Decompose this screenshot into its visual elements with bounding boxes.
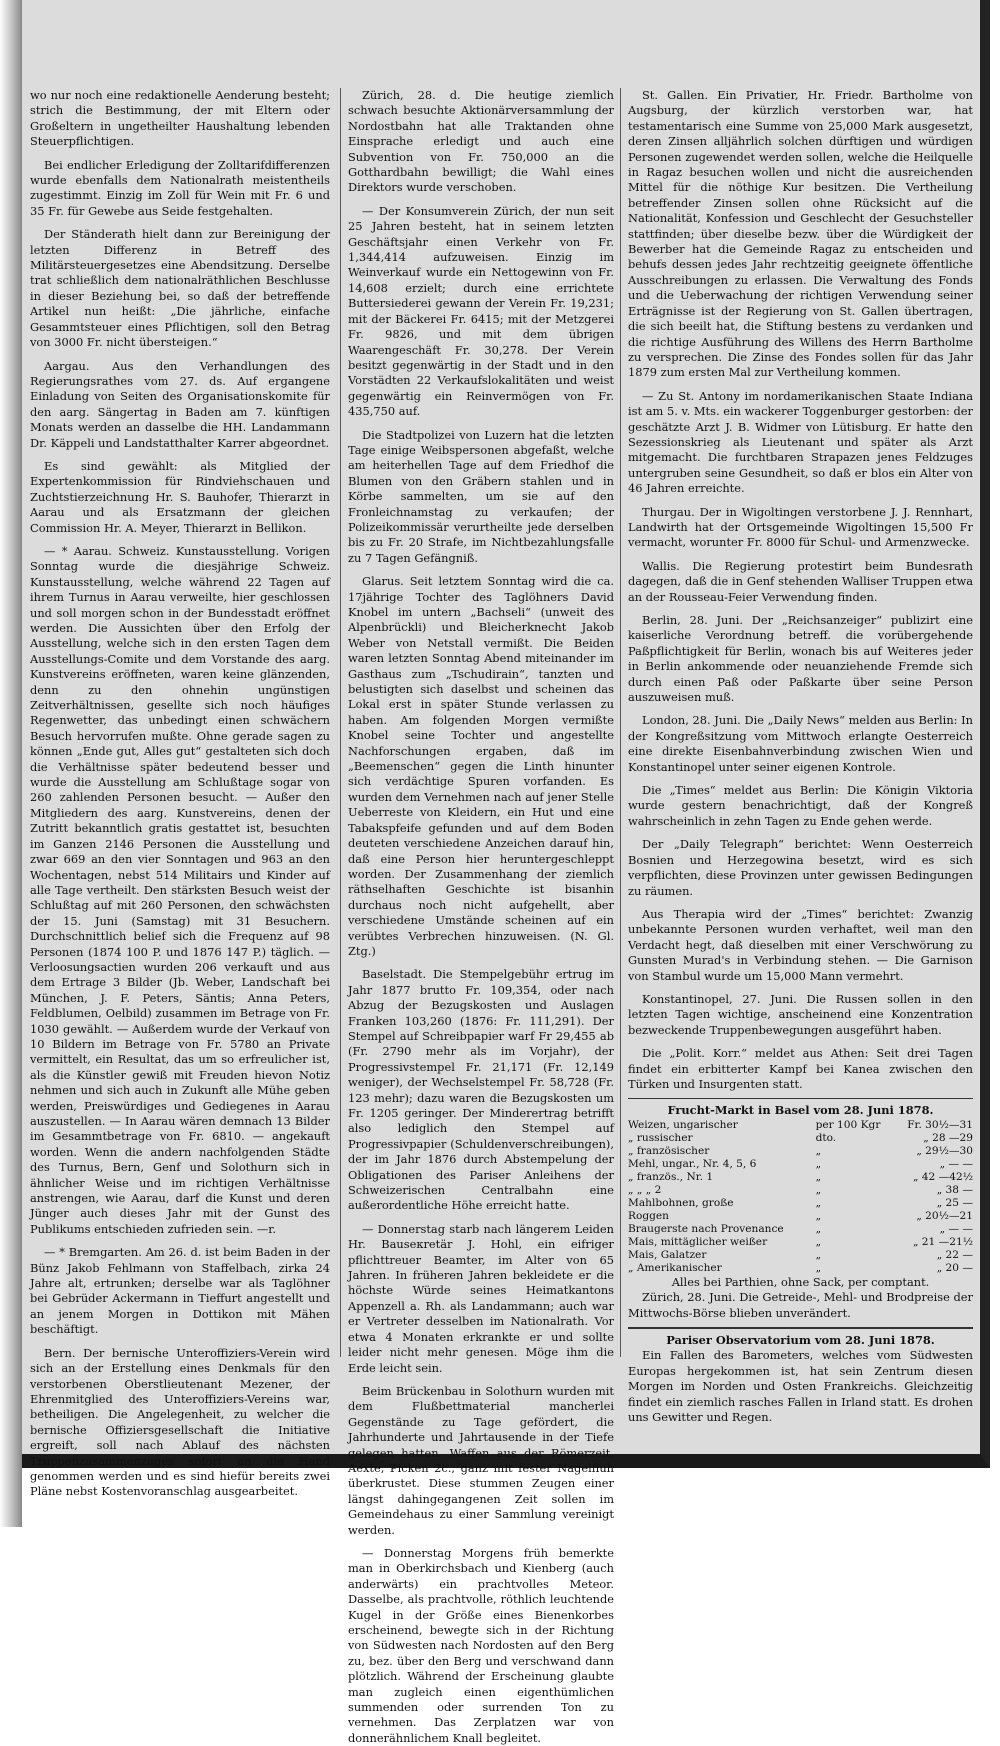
market-item: Roggen	[628, 1209, 670, 1222]
article-paragraph: Konstantinopel, 27. Juni. Die Russen sollen in den letzten Tagen wichtige, anscheinend eine Konzentration bezweckende Truppenbewegungen ausgeführt haben.	[628, 991, 973, 1037]
market-price: „ 20 —	[936, 1261, 973, 1274]
market-price: „ 29½—30	[916, 1144, 973, 1157]
paragraph-gap	[348, 1376, 614, 1384]
article-paragraph: Aargau. Aus den Verhandlungen des Regierungsrathes vom 27. ds. Auf ergangene Einladung von Seiten des Organisationskomite für den aarg. Sängertag in Baden am 7. künftigen Monats werden an dasselbe die HH. Landammann Dr. Käppeli und Landstatthalter Karrer abgeordnet.	[30, 358, 330, 450]
article-paragraph: London, 28. Juni. Die „Daily News“ melden aus Berlin: In der Kongreßsitzung vom Mittwoch erlangte Oesterreich eine direkte Eisenbahnverbindung zwischen Wien und Konstantinopel unter seiner eigenen Kontrole.	[628, 713, 973, 774]
market-row	[628, 1249, 973, 1262]
paragraph-gap	[348, 959, 614, 967]
market-price-table	[628, 1119, 973, 1275]
market-unit: „	[815, 1261, 822, 1274]
article-paragraph: Der Ständerath hielt dann zur Bereinigung der letzten Differenz in Betreff des Militärsteuergesetzes eine Abendsitzung. Derselbe trat schließlich dem nationalräthlichen Beschlusse in dieser Beziehung bei, so daß der betreffende Artikel nun heißt: „Die jährliche, einfache Gesammtsteuer eines Pflichtigen, soll den Betrag von 3000 Fr. nicht übersteigen.“	[30, 227, 330, 350]
market-row	[628, 1145, 973, 1158]
article-paragraph: Bern. Der bernische Unteroffiziers-Verein wird sich an der Erstellung eines Denkmals für den verstorbenen Oberstlieutenant Mezener, der Ehrenmitglied des Unteroffiziers-Vereins war, betheiligen. Die Angelegenheit, zu welcher die bernische Offiziersgesellschaft die Initiative ergreift, soll nach Ablauf des nächsten Truppenzusammenzuges sofort an die Hand genommen werden und es sind hiefür bereits zwei Pläne nebst Kostenvoranschlag ausgearbeitet.	[30, 1345, 330, 1499]
article-paragraph: St. Gallen. Ein Privatier, Hr. Friedr. Bartholme von Augsburg, der kürzlich verstorben war, hat testamentarisch eine Summe von 25,000 Mark ausgesetzt, deren Zinsen alljährlich solchen dürftigen und würdigen Personen zugewendet werden sollen, welche die Heilquelle in Ragaz besuchen wollen und nicht die ausreichenden Mittel für die nöthige Kur besitzen. Die Vertheilung betreffender Zinsen sollen ohne Rücksicht auf die Nationalität, Konfession und Geschlecht der Gesuchsteller stattfinden; über dieselbe bezw. über die Würdigkeit der Bewerber hat die Gemeinde Ragaz zu entscheiden und behufs dessen jedes Jahr rechtzeitig geeignete öffentliche Ausschreibungen zu erlassen. Die Verwaltung des Fonds und die Ueberwachung der richtigen Verwendung seiner Erträgnisse ist der Regierung von St. Gallen übertragen, die sich beeilt hat, die Stiftung bestens zu verdanken und die richtige Ausführung des Willens des Herrn Bartholme zu versprechen. Die Zinse des Fondes sollen für das Jahr 1879 zum ersten Mal zur Vertheilung kommen.	[628, 88, 973, 380]
market-price: „ 21 —21½	[912, 1235, 973, 1248]
article-paragraph: Berlin, 28. Juni. Der „Reichsanzeiger“ publizirt eine kaiserliche Verordnung betreff. die vorübergehende Paßpflichtigkeit für Berlin, wonach bis auf Weiteres jeder in Berlin ankommende oder neuanziehende Fremde sich durch einen Paß oder Paßkarte über seine Person auszuweisen muß.	[628, 613, 973, 705]
article-paragraph: — Der Konsumverein Zürich, der nun seit 25 Jahren besteht, hat in seinem letzten Geschäftsjahr einen Verkehr von Fr. 1,344,414 aufzuweisen. Einzig im Weinverkauf wurde ein Nettogewinn von Fr. 14,608 erzielt; durch eine errichtete Buttersiederei gewann der Verein Fr. 19,231; mit der Bäckerei Fr. 6415; mit der Metzgerei Fr. 9826, und mit dem übrigen Waarengeschäft Fr. 30,278. Der Verein besitzt gegenwärtig in der Stadt und in den Vorstädten 22 Verkaufslokalitäten und weist gegenwärtig ein Reinvermögen von Fr. 435,750 auf.	[348, 203, 614, 419]
divider	[628, 1327, 973, 1329]
article-paragraph: Baselstadt. Die Stempelgebühr ertrug im Jahr 1877 brutto Fr. 109,354, oder nach Abzug der Bezugskosten und Auslagen Franken 103,260 (1876: Fr. 111,291). Der Stempel auf Schreibpapier warf Fr 29,455 ab (Fr. 2790 mehr als im Vorjahr), der Progressivstempel Fr. 21,171 (Fr. 12,149 weniger), der Wechselstempel Fr. 58,728 (Fr. 123 mehr); dazu waren die Bezugskosten um Fr. 1205 geringer. Der Minderertrag betrifft also lediglich den Stempel auf Progressivpapier (Schuldenverschreibungen), der im Jahr 1876 durch Abstempelung der Obligationen des Pariser Anleihens der Schweizerischen Centralbahn eine außerordentliche Höhe erreicht hatte.	[348, 967, 614, 1213]
market-row	[628, 1119, 973, 1132]
paragraph-gap	[30, 150, 330, 158]
article-paragraph: — * Aarau. Schweiz. Kunstausstellung. Vorigen Sonntag wurde die diesjährige Schweiz. Kunstausstellung, welche während 22 Tagen auf ihrem Turnus in Aarau verweilte, hier geschlossen und soll morgen schon in der Bundesstadt eröffnet werden. Die Aussichten über den Erfolg der Ausstellung, welche sich in den ersten Tagen dem Ausstellungs-Comite und dem Vorstande des aarg. Kunstvereins eröffneten, waren keine glänzenden, denn zu den ohnehin ungünstigen Zeitverhältnissen, gesellte sich noch häufiges Regenwetter, das unbedingt einen schwächern Besuch hervorrufen mußte. Ohne gerade sagen zu können „Ende gut, Alles gut“ gestalteten sich doch die Verhältnisse später bedeutend besser und wurde die Ausstellung am Schlußtage sogar von 260 zahlenden Personen besucht. — Außer den Mitgliedern des aarg. Kunstvereins, denen der Zutritt bekanntlich gratis gestattet ist, besuchten im Ganzen 2146 Personen die Ausstellung und zwar 669 an den vier Sonntagen und 963 an den Wochentagen, nebst 514 Militairs und Kinder auf alle Tage vertheilt. Den stärksten Besuch weist der Schlußtag auf mit 260 Personen, den schwächsten der 15. Juni (Samstag) mit 31 Besuchern. Durchschnittlich belief sich die Frequenz auf 98 Personen (1874 100 P. und 1876 147 P.) täglich. — Verloosungsactien wurden 206 verkauft und aus dem Ertrage 3 Bilder (Jb. Weber, Landschaft bei München, J. F. Peters, Säntis; Anna Peters, Feldblumen, Oelbild) zusammen im Betrage von Fr. 1030 gewählt. — Außerdem wurde der Verkauf von 10 Bildern im Betrage von Fr. 5780 an Private vermittelt, ein Resultat, das um so erfreulicher ist, als die Künstler gewiß mit Freuden hievon Notiz nehmen und sich auch in Zukunft alle Mühe geben werden, Preiswürdiges und Gediegenes in Aarau auszustellen. — In Aarau wären demnach 13 Bilder im Gesammtbetrage von Fr. 6810. — angekauft worden. Wenn die andern nachfolgenden Städte des Turnus, Bern, Genf und Solothurn sich in ähnlicher Weise und im richtigen Verhältnisse anstrengen, wie Aarau, darf die Kunst und deren Jünger auch dieses Jahr mit der Gunst des Publikums entschieden zufrieden sein. —r.	[30, 543, 330, 1236]
market-unit: „	[815, 1157, 822, 1170]
paragraph-gap	[628, 899, 973, 907]
article-paragraph: Beim Brückenbau in Solothurn wurden mit dem Flußbettmaterial mancherlei Gegenstände zu Tage gefördert, die Jahrhunderte und Jahrtausende in der Tiefe gelegen hatten. Waffen aus der Römerzeit, Aexte, Picken 2c., ganz mit fester Nagelfluh überkrustet. Diese stummen Zeugen einer längst dahingegangenen Zeit sollen im Gemeindehaus zu einer Sammlung vereinigt werden.	[348, 1383, 614, 1537]
article-paragraph: — * Bremgarten. Am 26. d. ist beim Baden in der Bünz Jakob Fehlmann von Staffelbach, zirka 24 Jahre alt, ertrunken; derselbe war als Taglöhner bei Gebrüder Ackermann in Tieffurt angestellt und an jenem Morgen in Dottikon mit Mähen beschäftigt.	[30, 1245, 330, 1337]
market-row	[628, 1158, 973, 1171]
market-unit: dto.	[815, 1131, 837, 1144]
market-item: „ russischer	[628, 1131, 693, 1144]
market-item: „ Amerikanischer	[628, 1261, 722, 1274]
market-row	[628, 1210, 973, 1223]
market-unit: „	[815, 1170, 822, 1183]
market-price: „ 20½—21	[916, 1209, 973, 1222]
article-paragraph: Aus Therapia wird der „Times“ berichtet: Zwanzig unbekannte Personen wurden verhaftet, weil man den Verdacht hegt, daß dieselben mit einer Verschwörung zu Gunsten Murad's in Verbindung stehen. — Die Garnison von Stambul wurde um 15,000 Mann vermehrt.	[628, 906, 973, 983]
market-price: Fr. 30½—31	[907, 1118, 973, 1131]
market-unit: „	[815, 1235, 822, 1248]
column-3	[628, 88, 973, 1425]
article-paragraph: Bei endlicher Erledigung der Zolltarifdifferenzen wurde ebenfalls dem Nationalrath meistentheils zugestimmt. Einzig im Zoll für Wein mit Fr. 6 und 35 Fr. für Gewebe aus Seide festgehalten.	[30, 157, 330, 218]
article-paragraph: Wallis. Die Regierung protestirt beim Bundesrath dagegen, daß die in Genf stehenden Walliser Truppen etwa an der Rousseau-Feier Verwendung finden.	[628, 558, 973, 604]
market-row	[628, 1184, 973, 1197]
article-paragraph: Glarus. Seit letztem Sonntag wird die ca. 17jährige Tochter des Taglöhners David Knobel im untern „Bachseli“ (unweit des Alpenbrückli) und Bleicherknecht Jakob Weber von Netstall vermißt. Die Beiden waren letzten Sonntag Abend miteinander im Gasthaus zum „Tschudirain“, tanzten und belustigten sich daselbst und scheinen das Lokal erst in später Stunde verlassen zu haben. Am folgenden Morgen vermißte Knobel seine Tochter und angestellte Nachforschungen ergaben, daß im „Beemenschen“ gegen die Linth hinunter sich verdächtige Spuren vorfanden. Es wurden dem Vernehmen nach auf jener Stelle Ueberreste von Kleidern, ein Hut und eine Tabakspfeife gefunden und auf dem Boden deuteten verschiedene Anzeichen darauf hin, daß eine Person hier heruntergeschleppt worden. Der Zusammenhang der ziemlich räthselhaften Geschichte ist bisanhin durchaus noch nicht aufgehellt, aber verschiedene Umstände scheinen auf ein verübtes Verbrechen hinzuweisen. (N. Gl. Ztg.)	[348, 574, 614, 958]
market-row	[628, 1223, 973, 1236]
market-price: „ — —	[939, 1157, 973, 1170]
paragraph-gap	[628, 1038, 973, 1046]
market-item: Mehl, ungar., Nr. 4, 5, 6	[628, 1157, 757, 1170]
article-paragraph: — Donnerstag Morgens früh bemerkte man in Oberkirchsbach und Kienberg (auch anderwärts) ein prachtvolles Meteor. Dasselbe, als prachtvolle, röthlich leuchtende Kugel in der Größe eines Bienenkorbes erscheinend, bewegte sich in der Richtung von Südwesten nach Nordosten auf den Berg zu, bez. über den Berg und verschwand dann plötzlich. Während der Erscheinung glaubte man zugleich einen eigenthümlichen summenden oder surrenden Ton zu vernehmen. Das Zerplatzen war von donnerähnlichem Knall begleitet.	[348, 1545, 614, 1745]
market-unit: per 100 Kgr	[815, 1118, 881, 1131]
paragraph-gap	[628, 381, 973, 389]
article-paragraph: — Donnerstag starb nach längerem Leiden Hr. Bauseкretär J. Hohl, ein eifriger pflichttreuer Beamter, im Alter von 65 Jahren. In früheren Jahren bekleidete er die höchste Würde seines Heimatkantons Appenzell a. Rh. als Landammann; auch war er Vertreter desselben im Nationalrath. Vor etwa 4 Monaten erkrankte er und sollte leider nicht mehr genesen. Möge ihm die Erde leicht sein.	[348, 1221, 614, 1375]
paragraph-gap	[628, 829, 973, 837]
market-price: „ 22 —	[936, 1248, 973, 1261]
article-paragraph: Es sind gewählt: als Mitglied der Expertenkommission für Rindviehschauen und Zuchtstierzeichnung Hr. S. Bauhofer, Thierarzt in Aarau und als Ersatzmann der gleichen Commission Hr. A. Meyer, Thierarzt in Bellikon.	[30, 458, 330, 535]
market-item: Mahlbohnen, große	[628, 1196, 734, 1209]
market-item: Braugerste nach Provenance	[628, 1222, 784, 1235]
paragraph-gap	[628, 705, 973, 713]
paragraph-gap	[30, 219, 330, 227]
market-unit: „	[815, 1196, 822, 1209]
paragraph-gap	[30, 451, 330, 459]
market-item: Mais, Galatzer	[628, 1248, 707, 1261]
market-price: „ 38 —	[936, 1183, 973, 1196]
market-row	[628, 1197, 973, 1210]
column-2	[348, 88, 614, 1746]
paragraph-gap	[348, 420, 614, 428]
market-unit: „	[815, 1144, 822, 1157]
observatory-title: Pariser Observatorium vom 28. Juni 1878.	[666, 1333, 935, 1347]
market-row	[628, 1236, 973, 1249]
market-item: Mais, mittäglicher weißer	[628, 1235, 768, 1248]
paragraph-gap	[628, 551, 973, 559]
paragraph-gap	[628, 605, 973, 613]
paragraph-gap	[348, 1214, 614, 1222]
column-1	[30, 88, 330, 1500]
paragraph-gap	[628, 984, 973, 992]
market-price: „ 25 —	[936, 1196, 973, 1209]
market-price: „ 28 —29	[923, 1131, 973, 1144]
zurich-market-note: Zürich, 28. Juni. Die Getreide-, Mehl- und Brodpreise der Mittwochs-Börse blieben unverändert.	[628, 1290, 973, 1320]
market-note: Alles bei Parthien, ohne Sack, per comptant.	[671, 1274, 930, 1289]
paragraph-gap	[30, 1237, 330, 1245]
paragraph-gap	[30, 536, 330, 544]
market-item: „ französ., Nr. 1	[628, 1170, 714, 1183]
market-item: „ „ „ 2	[628, 1183, 662, 1196]
paragraph-gap	[628, 775, 973, 783]
market-title: Frucht-Markt in Basel vom 28. Juni 1878.	[667, 1103, 934, 1118]
market-unit: „	[815, 1248, 822, 1261]
market-item: Weizen, ungarischer	[628, 1118, 738, 1131]
paragraph-gap	[30, 351, 330, 359]
article-paragraph: Die Stadtpolizei von Luzern hat die letzten Tage einige Weibspersonen abgefaßt, welche am heiterhellen Tage auf dem Friedhof die Blumen von den Gräbern stahlen und in Körbe sammelten, um sie auf den Fronleichnamstag zu verkaufen; der Polizeikommissär verurtheilte jede derselben bis zu Fr. 20 Strafe, im Nichtbezahlungsfalle zu 7 Tagen Gefängniß.	[348, 427, 614, 565]
column-divider	[620, 88, 621, 1357]
market-item: „ französischer	[628, 1144, 710, 1157]
market-unit: „	[815, 1183, 822, 1196]
market-unit: „	[815, 1209, 822, 1222]
paragraph-gap	[628, 497, 973, 505]
market-row	[628, 1171, 973, 1184]
article-paragraph: Der „Daily Telegraph“ berichtet: Wenn Oesterreich Bosnien und Herzegowina besetzt, wird es sich verpflichten, diese Provinzen unter gewissen Bedingungen zu räumen.	[628, 837, 973, 898]
paragraph-gap	[30, 1338, 330, 1346]
market-row	[628, 1132, 973, 1145]
article-paragraph: Zürich, 28. d. Die heutige ziemlich schwach besuchte Aktionärversammlung der Nordostbahn hat alle Traktanden ohne Einsprache erledigt und auch eine Subvention von Fr. 750,000 an die Gotthardbahn bewilligt; die Wahl eines Direktors wurde verschoben.	[348, 88, 614, 195]
paragraph-gap	[348, 196, 614, 204]
observatory-text: Ein Fallen des Barometers, welches vom Südwesten Europas hergekommen ist, hat sein Zentrum diesen Morgen im Norden und Osten Frankreichs. Gleichzeitig findet ein ziemlich rasches Fallen in Irland statt. Es drohen uns Gewitter und Regen.	[628, 1348, 973, 1425]
paragraph-gap	[348, 1538, 614, 1546]
article-paragraph: Die „Polit. Korr.“ meldet aus Athen: Seit drei Tagen findet ein erbitterter Kampf bei Kanea zwischen den Türken und Insurgenten statt.	[628, 1046, 973, 1091]
article-paragraph: Thurgau. Der in Wigoltingen verstorbene J. J. Rennhart, Landwirth hat der Ortsgemeinde Wigoltingen 15,500 Fr vermacht, worunter Fr. 8000 für Schul- und Armenzwecke.	[628, 504, 973, 550]
article-paragraph: — Zu St. Antony im nordamerikanischen Staate Indiana ist am 5. v. Mts. ein wackerer Toggenburger gestorben: der geschätzte Arzt J. B. Widmer von Lütisburg. Er hatte den Sezessionskrieg als Lieutenant und später als Arzt mitgemacht. Die furchtbaren Strapazen jenes Feldzuges untergruben seine Gesundheit, so daß er blos ein Alter von 46 Jahren erreichte.	[628, 388, 973, 496]
article-paragraph: wo nur noch eine redaktionelle Aenderung besteht; strich die Bestimmung, der mit Eltern oder Großeltern in ungetheilter Haushaltung lebenden Steuerpflichtigen.	[30, 88, 330, 149]
market-unit: „	[815, 1222, 822, 1235]
paragraph-gap	[348, 566, 614, 574]
article-paragraph: Die „Times“ meldet aus Berlin: Die Königin Viktoria wurde gestern benachrichtigt, daß der Kongreß wahrscheinlich in zehn Tagen zu Ende gehen werde.	[628, 783, 973, 828]
market-row	[628, 1262, 973, 1275]
market-price: „ 42 —42½	[912, 1170, 973, 1183]
divider	[628, 1098, 973, 1099]
market-price: „ — —	[939, 1222, 973, 1235]
page-binding-edge	[0, 0, 22, 1527]
column-divider	[340, 88, 341, 1357]
